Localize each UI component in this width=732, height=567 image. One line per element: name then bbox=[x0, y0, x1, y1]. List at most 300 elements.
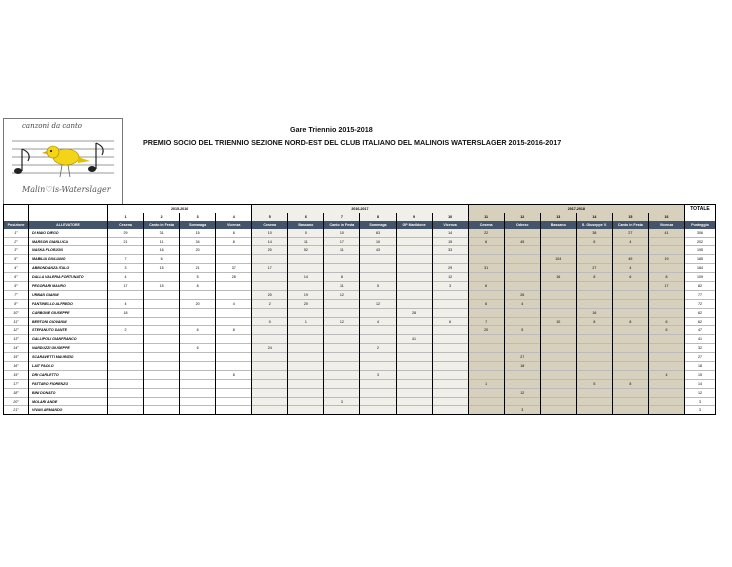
table-row bbox=[4, 317, 716, 326]
row-position: 21° bbox=[4, 406, 29, 415]
score-cell bbox=[324, 353, 360, 362]
score-cell: 6 bbox=[468, 282, 504, 291]
score-cell bbox=[252, 370, 288, 379]
score-cell bbox=[324, 264, 360, 273]
score-cell bbox=[468, 397, 504, 406]
score-cell: 1 bbox=[468, 379, 504, 388]
table-row bbox=[4, 379, 716, 388]
score-cell bbox=[144, 353, 180, 362]
score-cell bbox=[144, 370, 180, 379]
year-header-3: 2017-2018 bbox=[468, 205, 684, 213]
score-cell bbox=[540, 229, 576, 237]
score-cell: 6 bbox=[612, 273, 648, 282]
score-cell bbox=[648, 388, 684, 397]
race-location: Vicenza bbox=[648, 221, 684, 229]
table-row bbox=[4, 335, 716, 344]
race-number: 7 bbox=[324, 213, 360, 221]
row-breeder-name: MABILIA GIULIANO bbox=[29, 255, 108, 264]
row-position: 14° bbox=[4, 344, 29, 353]
score-cell bbox=[360, 264, 396, 273]
score-cell bbox=[396, 273, 432, 282]
row-breeder-name: GALLIPOLI GIANFRANCO bbox=[29, 335, 108, 344]
score-cell bbox=[648, 353, 684, 362]
score-cell bbox=[432, 335, 468, 344]
score-cell: 8 bbox=[612, 379, 648, 388]
score-cell: 24 bbox=[252, 344, 288, 353]
score-cell bbox=[648, 335, 684, 344]
score-cell bbox=[576, 299, 612, 308]
score-cell: 10 bbox=[252, 229, 288, 237]
score-cell bbox=[288, 344, 324, 353]
race-number: 1 bbox=[108, 213, 144, 221]
score-cell: 33 bbox=[432, 246, 468, 255]
score-cell bbox=[360, 406, 396, 415]
score-cell: 15 bbox=[432, 237, 468, 246]
score-cell bbox=[576, 406, 612, 415]
score-cell: 34 bbox=[180, 237, 216, 246]
score-cell: 29 bbox=[432, 264, 468, 273]
table-row bbox=[4, 308, 716, 317]
score-cell bbox=[504, 317, 540, 326]
score-cell: 6 bbox=[648, 317, 684, 326]
score-cell bbox=[324, 344, 360, 353]
row-breeder-name: PATTARO FIORENZO bbox=[29, 379, 108, 388]
score-cell bbox=[648, 406, 684, 415]
score-cell bbox=[396, 246, 432, 255]
score-cell bbox=[108, 362, 144, 371]
race-location: Cesena bbox=[108, 221, 144, 229]
score-cell bbox=[648, 237, 684, 246]
score-cell bbox=[216, 397, 252, 406]
score-cell bbox=[432, 299, 468, 308]
score-cell bbox=[540, 379, 576, 388]
score-cell: 17 bbox=[324, 237, 360, 246]
score-cell bbox=[144, 406, 180, 415]
score-cell bbox=[540, 282, 576, 291]
score-cell bbox=[432, 308, 468, 317]
score-cell bbox=[108, 353, 144, 362]
score-cell bbox=[396, 229, 432, 237]
score-cell: 5 bbox=[360, 282, 396, 291]
score-cell: 10 bbox=[540, 317, 576, 326]
race-location: Cesena bbox=[468, 221, 504, 229]
score-cell bbox=[612, 290, 648, 299]
score-cell: 12 bbox=[504, 388, 540, 397]
ranking-table bbox=[3, 204, 716, 415]
score-cell bbox=[504, 335, 540, 344]
score-cell: 28 bbox=[396, 308, 432, 317]
score-cell bbox=[360, 308, 396, 317]
score-cell bbox=[252, 282, 288, 291]
score-cell bbox=[576, 370, 612, 379]
row-total: 62 bbox=[685, 308, 716, 317]
score-cell bbox=[252, 255, 288, 264]
race-location: Vicenza bbox=[216, 221, 252, 229]
score-cell: 31 bbox=[468, 264, 504, 273]
score-cell bbox=[144, 273, 180, 282]
score-cell: 6 bbox=[180, 344, 216, 353]
score-cell bbox=[468, 353, 504, 362]
score-cell bbox=[324, 308, 360, 317]
score-cell bbox=[180, 353, 216, 362]
score-cell bbox=[324, 255, 360, 264]
row-total: 32 bbox=[685, 344, 716, 353]
table-row bbox=[4, 397, 716, 406]
table-row bbox=[4, 290, 716, 299]
score-cell: 6 bbox=[468, 299, 504, 308]
score-cell: 15 bbox=[144, 282, 180, 291]
table-row bbox=[4, 370, 716, 379]
score-header: Punteggio bbox=[685, 221, 716, 229]
score-cell: 37 bbox=[216, 264, 252, 273]
score-cell bbox=[252, 353, 288, 362]
score-cell: 7 bbox=[108, 255, 144, 264]
score-cell: 8 bbox=[180, 282, 216, 291]
score-cell bbox=[468, 246, 504, 255]
table-row bbox=[4, 255, 716, 264]
row-position: 4° bbox=[4, 264, 29, 273]
score-cell bbox=[504, 273, 540, 282]
row-breeder-name: DRI CARLETTO bbox=[29, 370, 108, 379]
score-cell: 15 bbox=[180, 229, 216, 237]
score-cell bbox=[288, 362, 324, 371]
score-cell: 21 bbox=[180, 264, 216, 273]
score-cell bbox=[108, 406, 144, 415]
row-position: 7° bbox=[4, 290, 29, 299]
score-cell: 2 bbox=[360, 344, 396, 353]
score-cell: 3 bbox=[324, 397, 360, 406]
score-cell: 2 bbox=[252, 299, 288, 308]
score-cell: 38 bbox=[576, 229, 612, 237]
score-cell bbox=[288, 406, 324, 415]
page-title: Gare Triennio 2015-2018 bbox=[290, 125, 373, 134]
score-cell bbox=[216, 335, 252, 344]
table-row bbox=[4, 264, 716, 273]
score-cell bbox=[252, 379, 288, 388]
score-cell bbox=[468, 370, 504, 379]
score-cell bbox=[288, 353, 324, 362]
score-cell bbox=[540, 308, 576, 317]
score-cell bbox=[252, 362, 288, 371]
score-cell bbox=[468, 308, 504, 317]
position-header: Posizione bbox=[4, 221, 29, 229]
score-cell bbox=[504, 282, 540, 291]
score-cell: 10 bbox=[324, 229, 360, 237]
row-position: 18° bbox=[4, 388, 29, 397]
club-logo bbox=[3, 118, 123, 206]
score-cell bbox=[540, 370, 576, 379]
score-cell bbox=[324, 362, 360, 371]
score-cell: 14 bbox=[288, 273, 324, 282]
score-cell bbox=[108, 290, 144, 299]
year-header-1: 2015-2016 bbox=[108, 205, 252, 213]
score-cell bbox=[180, 317, 216, 326]
score-cell: 3 bbox=[108, 264, 144, 273]
score-cell bbox=[468, 290, 504, 299]
score-cell bbox=[540, 290, 576, 299]
row-position: 5° bbox=[4, 255, 29, 264]
row-total: 185 bbox=[685, 255, 716, 264]
score-cell bbox=[504, 344, 540, 353]
score-cell bbox=[180, 397, 216, 406]
score-cell bbox=[360, 397, 396, 406]
race-location: Canto in Festa bbox=[324, 221, 360, 229]
score-cell bbox=[108, 246, 144, 255]
row-position: 8° bbox=[4, 299, 29, 308]
score-cell bbox=[612, 397, 648, 406]
score-cell bbox=[432, 255, 468, 264]
empty-cell bbox=[29, 205, 108, 213]
score-cell: 8 bbox=[216, 237, 252, 246]
score-cell bbox=[180, 290, 216, 299]
score-cell: 104 bbox=[540, 255, 576, 264]
score-cell bbox=[468, 362, 504, 371]
score-cell bbox=[540, 326, 576, 335]
score-cell: 11 bbox=[324, 282, 360, 291]
score-cell bbox=[432, 388, 468, 397]
score-cell bbox=[324, 335, 360, 344]
row-position: 20° bbox=[4, 397, 29, 406]
score-cell: 18 bbox=[504, 362, 540, 371]
score-cell bbox=[108, 370, 144, 379]
row-breeder-name: FANTINELLO ALFREDO bbox=[29, 299, 108, 308]
row-breeder-name: CARBONE GIUSEPPE bbox=[29, 308, 108, 317]
score-cell bbox=[612, 388, 648, 397]
row-breeder-name: NARDUZZI GIUSEPPE bbox=[29, 344, 108, 353]
row-total: 41 bbox=[685, 335, 716, 344]
score-cell bbox=[180, 308, 216, 317]
race-location: GP Marildone bbox=[396, 221, 432, 229]
row-total: 18 bbox=[685, 362, 716, 371]
score-cell bbox=[360, 379, 396, 388]
score-cell bbox=[144, 397, 180, 406]
score-cell: 49 bbox=[612, 255, 648, 264]
score-cell bbox=[144, 290, 180, 299]
score-cell bbox=[396, 264, 432, 273]
score-cell: 20 bbox=[180, 246, 216, 255]
score-cell bbox=[468, 344, 504, 353]
score-cell bbox=[360, 362, 396, 371]
score-cell bbox=[432, 397, 468, 406]
score-cell bbox=[216, 255, 252, 264]
score-cell bbox=[576, 255, 612, 264]
score-cell bbox=[360, 335, 396, 344]
score-cell bbox=[396, 282, 432, 291]
score-cell: 6 bbox=[432, 317, 468, 326]
score-cell bbox=[288, 397, 324, 406]
total-header: TOTALE bbox=[685, 205, 716, 213]
score-cell: 4 bbox=[612, 264, 648, 273]
row-total: 15 bbox=[685, 370, 716, 379]
score-cell bbox=[288, 370, 324, 379]
row-total: 47 bbox=[685, 326, 716, 335]
score-cell bbox=[468, 388, 504, 397]
score-cell bbox=[576, 282, 612, 291]
race-number: 9 bbox=[396, 213, 432, 221]
score-cell bbox=[108, 335, 144, 344]
race-location: Bassano bbox=[288, 221, 324, 229]
score-cell: 8 bbox=[216, 326, 252, 335]
race-location: Cesena bbox=[252, 221, 288, 229]
score-cell: 5 bbox=[504, 326, 540, 335]
score-cell bbox=[648, 264, 684, 273]
score-cell: 31 bbox=[144, 229, 180, 237]
score-cell bbox=[396, 255, 432, 264]
score-cell: 20 bbox=[468, 326, 504, 335]
table-row bbox=[4, 229, 716, 237]
score-cell: 27 bbox=[504, 353, 540, 362]
score-cell bbox=[468, 273, 504, 282]
race-location: Canto in Festa bbox=[144, 221, 180, 229]
score-cell bbox=[540, 344, 576, 353]
race-location: Sommaga bbox=[360, 221, 396, 229]
row-position: 2° bbox=[4, 237, 29, 246]
score-cell: 11 bbox=[288, 237, 324, 246]
score-cell: 12 bbox=[324, 317, 360, 326]
score-cell bbox=[576, 335, 612, 344]
score-cell bbox=[504, 255, 540, 264]
score-cell bbox=[252, 335, 288, 344]
score-cell: 27 bbox=[576, 264, 612, 273]
race-location: S. Giuseppe V. bbox=[576, 221, 612, 229]
score-cell: 20 bbox=[252, 246, 288, 255]
table-row bbox=[4, 388, 716, 397]
score-cell bbox=[324, 299, 360, 308]
score-cell bbox=[540, 299, 576, 308]
score-cell bbox=[612, 308, 648, 317]
score-cell bbox=[396, 299, 432, 308]
year-header-2: 2016-2017 bbox=[252, 205, 468, 213]
score-cell bbox=[612, 299, 648, 308]
score-cell bbox=[108, 388, 144, 397]
score-cell bbox=[324, 326, 360, 335]
score-cell bbox=[108, 317, 144, 326]
row-position: 9° bbox=[4, 282, 29, 291]
score-cell bbox=[144, 335, 180, 344]
score-cell: 52 bbox=[288, 246, 324, 255]
score-cell bbox=[576, 388, 612, 397]
score-cell bbox=[612, 362, 648, 371]
table-row bbox=[4, 353, 716, 362]
score-cell: 0 bbox=[288, 229, 324, 237]
race-number: 6 bbox=[288, 213, 324, 221]
score-cell: 20 bbox=[180, 299, 216, 308]
score-cell: 1 bbox=[288, 317, 324, 326]
race-location: Oderzo bbox=[504, 221, 540, 229]
score-cell bbox=[612, 246, 648, 255]
score-cell bbox=[576, 290, 612, 299]
row-breeder-name: BERTONI GIOVANNI bbox=[29, 317, 108, 326]
row-breeder-name: STEFANUTO DANTE bbox=[29, 326, 108, 335]
score-cell: 10 bbox=[360, 237, 396, 246]
row-position: 16° bbox=[4, 362, 29, 371]
score-cell bbox=[180, 388, 216, 397]
score-cell: 8 bbox=[576, 273, 612, 282]
score-cell bbox=[288, 308, 324, 317]
score-cell: 12 bbox=[432, 273, 468, 282]
race-number: 14 bbox=[576, 213, 612, 221]
row-total: 184 bbox=[685, 264, 716, 273]
score-cell bbox=[396, 397, 432, 406]
score-cell bbox=[540, 406, 576, 415]
score-cell: 3 bbox=[360, 370, 396, 379]
row-position: 13° bbox=[4, 335, 29, 344]
score-cell: 8 bbox=[216, 229, 252, 237]
score-cell: 63 bbox=[360, 229, 396, 237]
score-cell: 45 bbox=[504, 237, 540, 246]
race-number: 11 bbox=[468, 213, 504, 221]
score-cell bbox=[288, 335, 324, 344]
score-cell: 3 bbox=[432, 282, 468, 291]
score-cell bbox=[432, 326, 468, 335]
row-total: 202 bbox=[685, 237, 716, 246]
score-cell bbox=[360, 326, 396, 335]
score-cell bbox=[648, 397, 684, 406]
race-number: 2 bbox=[144, 213, 180, 221]
score-cell bbox=[144, 388, 180, 397]
race-number: 10 bbox=[432, 213, 468, 221]
score-cell: 8 bbox=[576, 317, 612, 326]
score-cell bbox=[648, 299, 684, 308]
score-cell: 12 bbox=[324, 290, 360, 299]
score-cell: 16 bbox=[540, 273, 576, 282]
race-number: 12 bbox=[504, 213, 540, 221]
score-cell bbox=[504, 370, 540, 379]
score-cell bbox=[540, 246, 576, 255]
score-cell bbox=[504, 397, 540, 406]
score-cell bbox=[576, 353, 612, 362]
page-subtitle: PREMIO SOCIO DEL TRIENNIO SEZIONE NORD-EST DEL CLUB ITALIANO DEL MALINOIS WATERSLAGER 2015-2016-2017 bbox=[143, 138, 562, 147]
score-cell: 28 bbox=[216, 273, 252, 282]
score-cell: 17 bbox=[108, 282, 144, 291]
row-breeder-name: LAIT PAOLO bbox=[29, 362, 108, 371]
score-cell: 17 bbox=[648, 282, 684, 291]
score-cell bbox=[648, 379, 684, 388]
score-cell bbox=[216, 290, 252, 299]
race-number: 5 bbox=[252, 213, 288, 221]
score-cell: 20 bbox=[252, 290, 288, 299]
score-cell: 4 bbox=[108, 273, 144, 282]
row-breeder-name: PEGORARI MAURO bbox=[29, 282, 108, 291]
score-cell bbox=[180, 370, 216, 379]
score-cell bbox=[540, 353, 576, 362]
row-position: 12° bbox=[4, 326, 29, 335]
score-cell: 21 bbox=[108, 237, 144, 246]
score-cell bbox=[396, 370, 432, 379]
row-total: 82 bbox=[685, 282, 716, 291]
score-cell bbox=[180, 335, 216, 344]
score-cell bbox=[144, 308, 180, 317]
score-cell bbox=[144, 379, 180, 388]
race-number: 8 bbox=[360, 213, 396, 221]
score-cell bbox=[288, 264, 324, 273]
score-cell bbox=[612, 344, 648, 353]
score-cell bbox=[108, 397, 144, 406]
score-cell: 4 bbox=[216, 299, 252, 308]
score-cell bbox=[432, 370, 468, 379]
row-position: 19° bbox=[4, 370, 29, 379]
race-number: 13 bbox=[540, 213, 576, 221]
row-total: 72 bbox=[685, 299, 716, 308]
score-cell bbox=[360, 388, 396, 397]
score-cell bbox=[216, 353, 252, 362]
table-row bbox=[4, 406, 716, 415]
score-cell bbox=[432, 353, 468, 362]
score-cell bbox=[252, 406, 288, 415]
score-cell: 41 bbox=[396, 335, 432, 344]
score-cell: 4 bbox=[360, 317, 396, 326]
score-cell bbox=[396, 379, 432, 388]
